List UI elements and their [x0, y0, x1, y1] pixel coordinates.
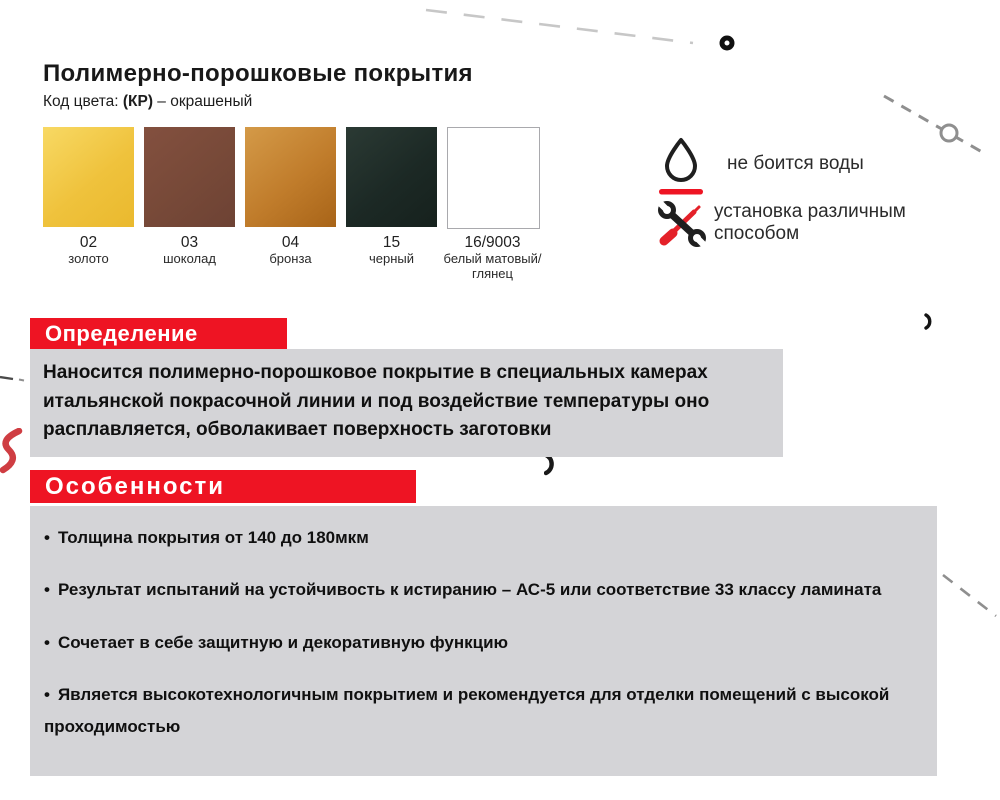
swatch-color-block [245, 127, 336, 227]
swatch-name: золото [68, 250, 109, 266]
ring-icon [722, 38, 732, 48]
swatch-color-block [144, 127, 235, 227]
feature-bullet: • Толщина покрытия от 140 до 180мкм [44, 522, 895, 553]
swatch-name: шоколад [163, 250, 216, 266]
swatch-color-block [43, 127, 134, 227]
subtitle-code: (КР) [122, 93, 153, 110]
color-swatch-row [43, 127, 542, 281]
feature-install [656, 199, 708, 249]
feature-water [658, 136, 704, 198]
features-list [30, 506, 937, 776]
feature-bullet: • Является высокотехнологичным покрытием и рекомендуется для отделки помещений с высокой проходимостью [44, 679, 895, 742]
color-swatch-bronze [245, 127, 336, 266]
feature-label-water: не боится воды [727, 153, 864, 174]
feature-label-install: установка различным способом [714, 201, 906, 244]
feature-bullet: • Результат испытаний на устойчивость к истиранию – АС-5 или соответствие 33 классу ламината [44, 574, 895, 605]
features-header: Особенности [30, 470, 416, 503]
swatch-code: 16/9003 [464, 234, 521, 251]
swatch-code: 04 [281, 234, 300, 251]
swatch-code: 02 [79, 234, 98, 251]
water-drop-icon [658, 136, 704, 198]
subtitle-suffix: – окрашеный [153, 93, 253, 110]
swatch-name: бронза [269, 250, 312, 266]
swatch-color-block [346, 127, 437, 227]
color-swatch-black [346, 127, 437, 266]
page-title: Полимерно-порошковые покрытия [43, 60, 473, 87]
tools-icon [656, 199, 708, 249]
swatch-color-block [447, 127, 540, 229]
definition-text: Наносится полимерно-порошковое покрытие в специальных камерах итальянской покрасочной линии и под воздействие температуры оно расплавляется, обволакивает поверхность заготовки [30, 349, 783, 457]
dashed-line-decoration-right [876, 88, 994, 160]
red-squiggle-decoration [0, 428, 26, 474]
crescent-icon [924, 313, 936, 330]
swatch-name: белый матовый/глянец [443, 250, 542, 281]
swatch-code: 03 [180, 234, 199, 251]
color-swatch-chocolate [144, 127, 235, 266]
color-code-subtitle [43, 93, 252, 111]
subtitle-prefix: Код цвета: [43, 93, 123, 110]
swatch-name: черный [368, 250, 415, 266]
red-underline [659, 189, 703, 195]
color-swatch-white [443, 127, 542, 281]
swatch-code: 15 [382, 234, 401, 251]
dash-decoration-left [0, 372, 28, 384]
definition-header: Определение [30, 318, 287, 349]
dashed-line-decoration-top [418, 2, 748, 57]
color-swatch-gold [43, 127, 134, 266]
circle-icon [941, 125, 957, 141]
feature-bullet: • Сочетает в себе защитную и декоративную функцию [44, 627, 895, 658]
dashed-line-decoration-bottom-right [936, 566, 1000, 624]
